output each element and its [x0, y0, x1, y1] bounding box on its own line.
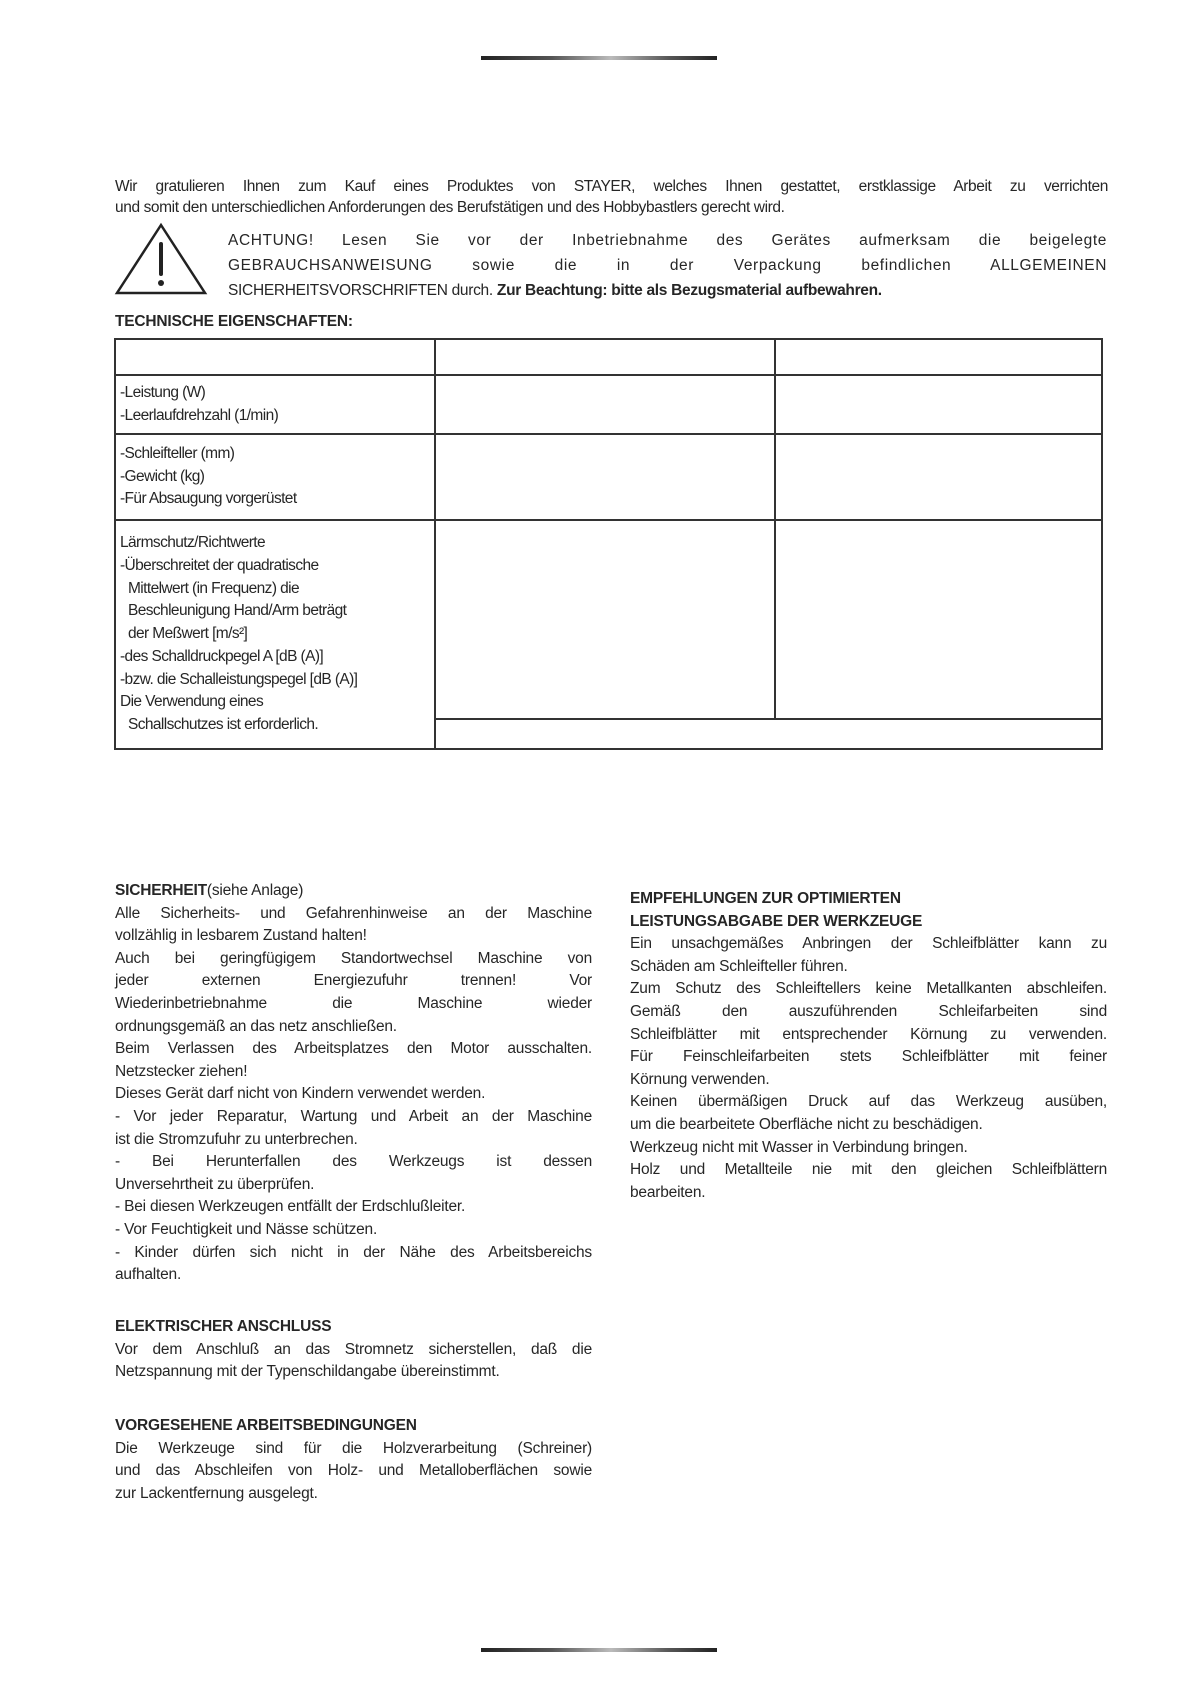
text-line: Keinen übermäßigen Druck auf das Werkzeug ausüben,	[630, 1093, 1107, 1111]
conditions-heading: VORGESEHENE ARBEITSBEDINGUNGEN	[115, 1417, 417, 1434]
text-line: Netzstecker ziehen!	[115, 1062, 248, 1080]
spec-label: -Leerlaufdrehzahl (1/min)	[120, 406, 279, 424]
warning-line	[228, 278, 1107, 303]
header-cell	[435, 339, 775, 375]
spec-cell-power	[115, 375, 435, 434]
text-line: Vor dem Anschluß an das Stromnetz sicherstellen, daß die	[115, 1340, 592, 1358]
text-line: Beim Verlassen des Arbeitsplatzes den Motor ausschalten.	[115, 1040, 592, 1058]
recommend-section	[630, 888, 1107, 1204]
text-line: Werkzeug nicht mit Wasser in Verbindung bringen.	[630, 1138, 968, 1156]
text-line: ist die Stromzufuhr zu unterbrechen.	[115, 1130, 358, 1148]
text-line: Alle Sicherheits- und Gefahrenhinweise an der Maschine	[115, 904, 592, 922]
spec-label: -Überschreitet der quadratische	[120, 556, 319, 574]
warning-text	[228, 228, 1107, 303]
spec-label: Beschleunigung Hand/Arm beträgt	[128, 602, 347, 620]
text-line: Schäden am Schleifteller führen.	[630, 957, 848, 975]
text-line: - Bei Herunterfallen des Werkzeugs ist dessen	[115, 1153, 592, 1171]
value-cell	[435, 375, 775, 434]
text-line: - Bei diesen Werkzeugen entfällt der Erdschlußleiter.	[115, 1198, 466, 1216]
safety-heading: SICHERHEIT	[115, 882, 207, 899]
text-line: jeder externen Energiezufuhr trennen! Vor	[115, 972, 592, 990]
bottom-rule	[481, 1648, 717, 1652]
warning-line: GEBRAUCHSANWEISUNG sowie die in der Verpackung befindlichen ALLGEMEINEN	[228, 257, 1107, 274]
spec-cell-noise	[115, 520, 435, 749]
spec-label: -des Schalldruckpegel A [dB (A)]	[120, 647, 324, 665]
text-line: bearbeiten.	[630, 1183, 706, 1201]
safety-section	[115, 880, 592, 1287]
text-line: Dieses Gerät darf nicht von Kindern verwendet werden.	[115, 1085, 486, 1103]
value-cell	[435, 719, 1102, 749]
intro-line: und somit den unterschiedlichen Anforderungen des Berufstätigen und des Hobbybastlers gerecht wird.	[115, 199, 785, 216]
text-line: Schleifblätter mit entsprechender Körnung zu verwenden.	[630, 1025, 1107, 1043]
warning-regular: SICHERHEITSVORSCHRIFTEN durch.	[228, 282, 493, 299]
spec-label: Schallschutzes ist erforderlich.	[128, 716, 319, 734]
value-cell	[775, 434, 1102, 520]
spec-label: -Schleifteller (mm)	[120, 444, 235, 462]
conditions-section	[115, 1415, 592, 1505]
text-line: vollzählig in lesbarem Zustand halten!	[115, 927, 367, 945]
value-cell	[435, 520, 775, 719]
recommend-heading: EMPFEHLUNGEN ZUR OPTIMIERTEN	[630, 890, 901, 907]
top-rule	[481, 56, 717, 60]
header-cell	[115, 339, 435, 375]
text-line: Holz und Metallteile nie mit den gleichen Schleifblättern	[630, 1161, 1107, 1179]
electric-heading: ELEKTRISCHER ANSCHLUSS	[115, 1318, 332, 1335]
text-line: Ein unsachgemäßes Anbringen der Schleifblätter kann zu	[630, 935, 1107, 953]
text-line: ordnungsgemäß an das netz anschließen.	[115, 1017, 397, 1035]
recommend-heading: LEISTUNGSABGABE DER WERKZEUGE	[630, 912, 923, 930]
tech-heading: TECHNISCHE EIGENSCHAFTEN:	[115, 313, 353, 330]
safety-heading-note: (siehe Anlage)	[206, 882, 304, 899]
value-cell	[775, 520, 1102, 719]
intro-text	[115, 176, 1108, 218]
text-line: Unversehrtheit zu überprüfen.	[115, 1175, 315, 1193]
header-cell	[775, 339, 1102, 375]
spec-label: -bzw. die Schalleistungspegel [dB (A)]	[120, 670, 358, 688]
spec-label: Mittelwert (in Frequenz) die	[128, 579, 299, 597]
warning-line: ACHTUNG! Lesen Sie vor der Inbetriebnahme des Gerätes aufmerksam die beigelegte	[228, 232, 1107, 249]
tech-table	[114, 338, 1103, 750]
text-line: um die bearbeitete Oberfläche nicht zu beschädigen.	[630, 1115, 983, 1133]
text-line: Netzspannung mit der Typenschildangabe übereinstimmt.	[115, 1363, 500, 1381]
text-line: Die Werkzeuge sind für die Holzverarbeitung (Schreiner)	[115, 1439, 592, 1457]
spec-label: Lärmschutz/Richtwerte	[120, 533, 266, 551]
text-line: und das Abschleifen von Holz- und Metalloberflächen sowie	[115, 1462, 592, 1480]
text-line: zur Lackentfernung ausgelegt.	[115, 1484, 318, 1502]
warning-bold: Zur Beachtung: bitte als Bezugsmaterial aufbewahren.	[496, 282, 882, 299]
spec-label: der Meßwert [m/s²]	[128, 625, 248, 643]
warning-triangle-icon	[114, 222, 208, 296]
text-line: Körnung verwenden.	[630, 1070, 770, 1088]
spec-label: -Leistung (W)	[120, 383, 206, 401]
text-line: - Kinder dürfen sich nicht in der Nähe des Arbeitsbereichs	[115, 1243, 592, 1261]
electric-section	[115, 1316, 592, 1384]
text-line: Auch bei geringfügigem Standortwechsel Maschine von	[115, 949, 592, 967]
text-line: - Vor jeder Reparatur, Wartung und Arbeit an der Maschine	[115, 1107, 592, 1125]
spec-label: Die Verwendung eines	[120, 693, 264, 711]
text-line: - Vor Feuchtigkeit und Nässe schützen.	[115, 1220, 378, 1238]
value-cell	[775, 375, 1102, 434]
text-line: Wiederinbetriebnahme die Maschine wieder	[115, 994, 592, 1012]
intro-line: Wir gratulieren Ihnen zum Kauf eines Produktes von STAYER, welches Ihnen gestattet, erstklassige Arbeit zu verrichten	[115, 178, 1108, 195]
value-cell	[435, 434, 775, 520]
text-line: aufhalten.	[115, 1266, 182, 1284]
text-line: Für Feinschleifarbeiten stets Schleifblätter mit feiner	[630, 1048, 1107, 1066]
spec-label: -Für Absaugung vorgerüstet	[120, 490, 297, 508]
text-line: Zum Schutz des Schleiftellers keine Metallkanten abschleifen.	[630, 980, 1107, 998]
text-line: Gemäß den auszuführenden Schleifarbeiten sind	[630, 1002, 1107, 1020]
spec-cell-pad	[115, 434, 435, 520]
spec-label: -Gewicht (kg)	[120, 467, 205, 485]
